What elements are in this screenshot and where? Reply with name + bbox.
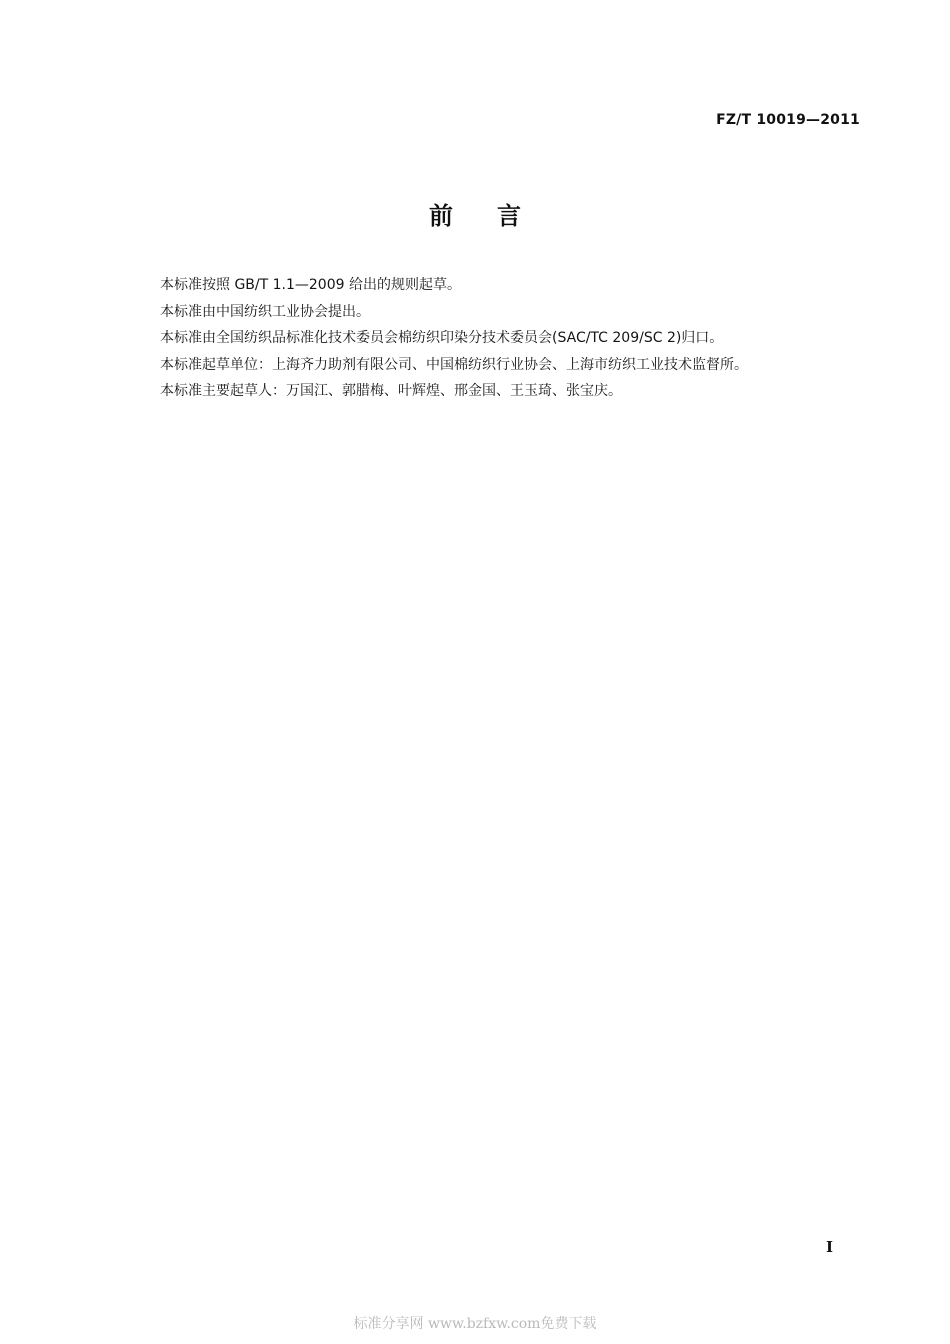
foreword-line-administrator: 本标准由全国纺织品标准化技术委员会棉纺织印染分技术委员会(SAC/TC 209/SC 2)归口。 (160, 330, 724, 346)
page-number: I (826, 1238, 834, 1256)
foreword-line-drafting-units: 本标准起草单位：上海齐力助剂有限公司、中国棉纺织行业协会、上海市纺织工业技术监督所。 (160, 356, 748, 373)
foreword-line-drafting-rules: 本标准按照 GB/T 1.1—2009 给出的规则起草。 (160, 277, 461, 293)
foreword-line-proposer: 本标准由中国纺织工业协会提出。 (160, 303, 370, 320)
page-title: 前言 (429, 202, 565, 230)
foreword-line-drafters: 本标准主要起草人：万国江、郭腊梅、叶辉煌、邢金国、王玉琦、张宝庆。 (160, 383, 622, 399)
foreword-body (160, 272, 860, 405)
watermark-text: 标准分享网 www.bzfxw.com免费下载 (353, 1316, 597, 1332)
standard-code: FZ/T 10019—2011 (716, 112, 860, 128)
